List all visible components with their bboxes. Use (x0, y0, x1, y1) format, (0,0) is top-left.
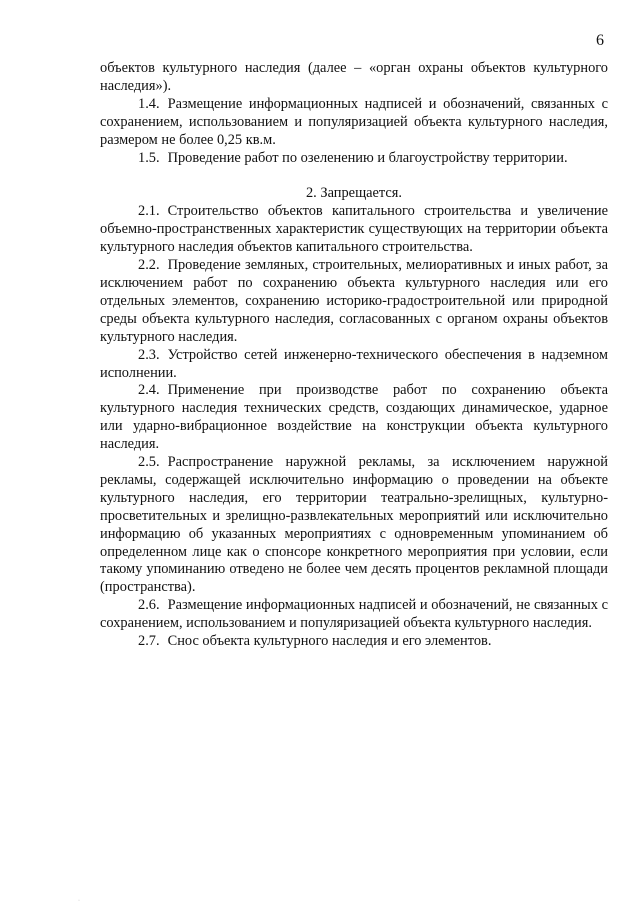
item-number: 2.5. (138, 454, 160, 471)
section-2-items (100, 203, 608, 651)
list-item (100, 633, 608, 651)
item-text: Размещение информационных надписей и обозначений, связанных с сохранением, использованием и популяризацией объекта культурного наследия, размером не более 0,25 кв.м. (100, 95, 608, 148)
item-number: 2.7. (138, 633, 160, 650)
list-item (100, 150, 608, 168)
list-item (100, 347, 608, 383)
section-2-heading: 2. Запрещается. (305, 185, 402, 202)
item-number: 1.4. (138, 95, 160, 112)
item-text: Устройство сетей инженерно-технического обеспечения в надземном исполнении. (100, 346, 608, 381)
item-text: Применение при производстве работ по сохранению объекта культурного наследия технических средств, создающих динамическое, ударное или ударно-вибрационное воздействие на конструкции объекта культурного наследия. (100, 382, 608, 453)
item-text: Снос объекта культурного наследия и его элементов. (167, 633, 492, 650)
page-number: 6 (596, 32, 604, 49)
item-text: Строительство объектов капитального строительства и увеличение объемно-пространственных характеристик существующих на территории объекта культурного наследия объектов капитального строительства. (100, 203, 608, 256)
scan-mark: · (78, 898, 80, 904)
item-number: 1.5. (138, 149, 160, 166)
document-body (100, 60, 608, 651)
section-1-items (100, 96, 608, 168)
item-number: 2.3. (138, 346, 160, 363)
item-text: Размещение информационных надписей и обозначений, не связанных с сохранением, использованием и популяризацией объекта культурного наследия. (100, 597, 608, 632)
list-item (100, 96, 608, 150)
list-item (100, 597, 608, 633)
list-item (100, 454, 608, 597)
item-text: Распространение наружной рекламы, за исключением наружной рекламы, содержащей исключительно информацию о проведении на объекте культурного наследия, его территории театрально-зрелищных, культурно-просветительных и зрелищно-развлекательных мероприятий или исключительно информацию об указанных мероприятиях с одновременным упоминанием об определенном лице как о спонсоре конкретного мероприятия при условии, если такому упоминанию отведено не более чем десять процентов рекламной площади (пространства). (100, 454, 608, 596)
item-number: 2.1. (138, 203, 160, 220)
list-item (100, 203, 608, 257)
item-number: 2.4. (138, 382, 160, 399)
item-number: 2.6. (138, 597, 160, 614)
continuation-paragraph: объектов культурного наследия (далее – «орган охраны объектов культурного наследия»). (100, 60, 608, 94)
item-text: Проведение земляных, строительных, мелиоративных и иных работ, за исключением работ по сохранению объекта культурного наследия или его отдельных элементов, сохранению историко-градостроительной или природной среды объекта культурного наследия, согласованных с органом охраны объектов культурного наследия. (100, 257, 608, 345)
list-item (100, 382, 608, 454)
list-item (100, 257, 608, 347)
item-number: 2.2. (138, 257, 160, 274)
item-text: Проведение работ по озеленению и благоустройству территории. (167, 149, 568, 166)
